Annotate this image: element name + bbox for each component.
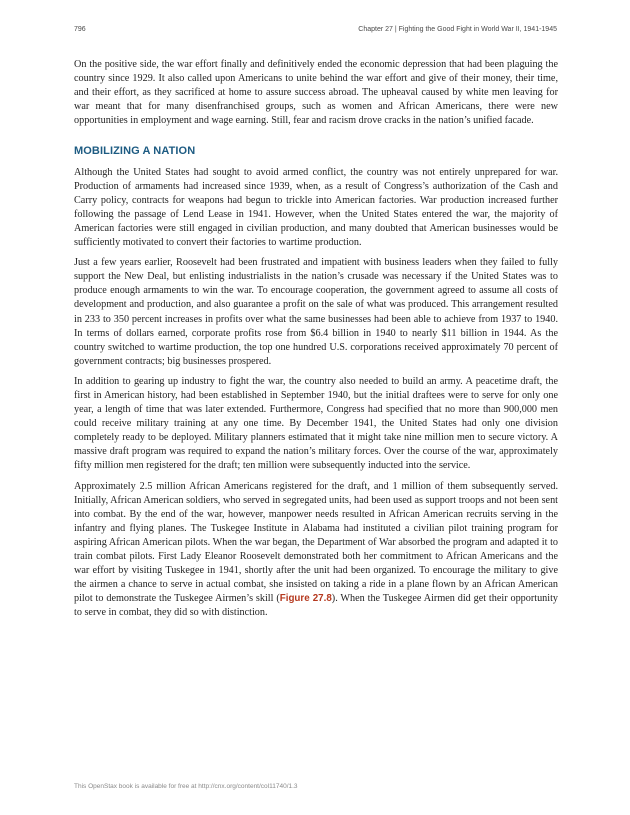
paragraph-text-after-link: ). When the Tuskegee Airmen did get their opportunity to serve in combat, they did so with distinction.	[74, 593, 559, 619]
page-footer: This OpenStax book is available for free at http://cnx.org/content/col11740/1.3	[74, 783, 298, 790]
paragraph-text-before-link: Approximately 2.5 million African Americans registered for the draft, and 1 million of them subsequently served. Initially, African American soldiers, who served in segregated units, had been used as support troops and not been sent into combat. By the end of the war, however, manpower needs resulted in African American recruits serving in the infantry and flying planes. The Tuskegee Institute in Alabama had instituted a civilian pilot training program for aspiring African American pilots. When the war began, the Department of War absorbed the program and adapted it to train combat pilots. First Lady Eleanor Roosevelt demonstrated both her commitment to African Americans and the war effort by visiting Tuskegee in 1941, shortly after the unit had been organized. To encourage the military to give the airmen a chance to serve in actual combat, she insisted on taking a ride in a plane flown by an African American pilot to demonstrate the Tuskegee Airmen’s skill (	[74, 480, 558, 605]
body-paragraph: Just a few years earlier, Roosevelt had been frustrated and impatient with business leaders when they failed to fully support the New Deal, but enlisting industrialists in the nation’s crusade was necessary if the United States was to produce enough armaments to win the war. To encourage cooperation, the government agreed to assume all costs of development and production, and also guarantee a profit on the sale of what was produced. This arrangement resulted in 233 to 350 percent increases in profits over what the same businesses had been able to achieve from 1937 to 1940. In terms of dollars earned, corporate profits rose from $6.4 billion in 1940 to nearly $11 billion in 1944. As the country switched to wartime production, the top one hundred U.S. corporations received approximately 70 percent of government contracts; big businesses prospered.	[74, 257, 558, 367]
body-paragraph: In addition to gearing up industry to fight the war, the country also needed to build an army. A peacetime draft, the first in American history, had been established in September 1940, but the initial draftees were to serve for only one year, a length of time that was later extended. Furthermore, Congress had specified that no more than 900,000 men could receive military training at any one time. By December 1941, the United States had only one division completely ready to be deployed. Military planners estimated that it might take nine million men to secure victory. A massive draft program was required to expand the nation’s military forces. Over the course of the war, approximately fifty million men registered for the draft; ten million were subsequently inducted into the service.	[74, 375, 558, 472]
page-header	[74, 26, 557, 40]
body-paragraph-with-figure-reference	[74, 480, 558, 621]
body-paragraph: Although the United States had sought to avoid armed conflict, the country was not entirely unprepared for war. Production of armaments had increased since 1939, when, as a result of Congress’s authorization of the Cash and Carry policy, contracts for weapons had begun to trickle into American factories. War production increased further following the passage of Lend Lease in 1941. However, when the United States entered the war, the majority of American factories were still engaged in civilian production, and many doubted that American businesses would be sufficiently motivated to convert their factories to wartime production.	[74, 166, 558, 249]
running-head: Chapter 27 | Fighting the Good Fight in World War II, 1941-1945	[358, 26, 557, 33]
section-heading: MOBILIZING A NATION	[74, 145, 196, 158]
intro-paragraph: On the positive side, the war effort finally and definitively ended the economic depression that had been plaguing the country since 1929. It also called upon Americans to unite behind the war effort and give of their money, their time, and their effort, as they sacrificed at home to assure success abroad. The upheaval caused by white men leaving for war meant that for many disenfranchised groups, such as women and African Americans, there were new opportunities in employment and wage earning. Still, fear and racism drove cracks in the nation’s unified facade.	[74, 59, 558, 127]
figure-reference-link[interactable]: Figure 27.8	[279, 593, 332, 605]
page-number: 796	[74, 26, 86, 33]
main-content	[74, 58, 558, 626]
